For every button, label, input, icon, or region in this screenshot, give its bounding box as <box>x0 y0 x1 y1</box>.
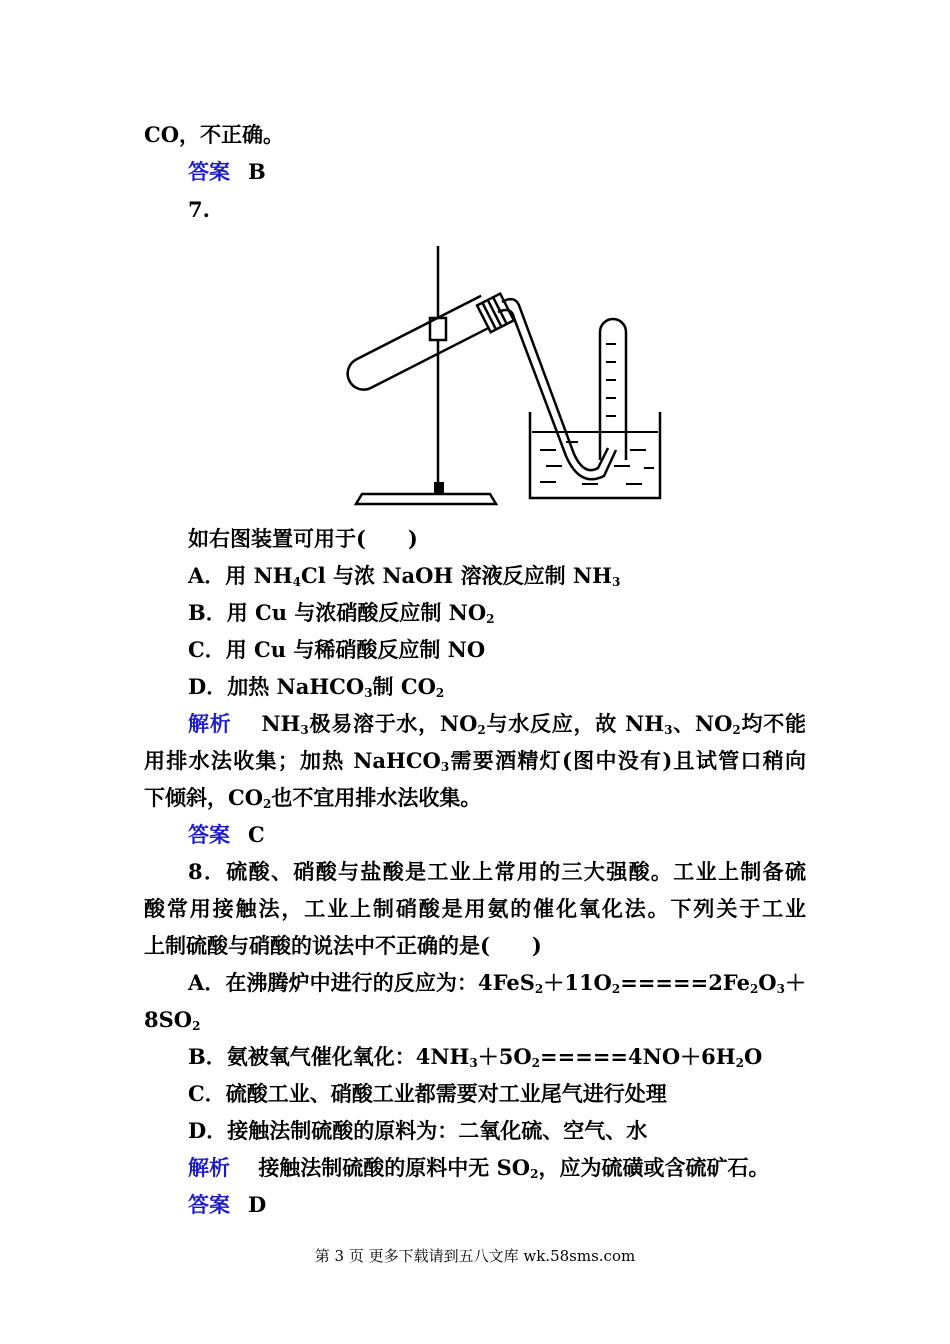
collection-tube-marks <box>606 344 616 416</box>
q7-analysis-line-3: 下倾斜，$CO_2$也不宜用排水法收集。 <box>144 785 482 811</box>
q8-option-b: B．氨被氧气催化氧化：$4NH_3+5O_2=====4NO+6H_2O$ <box>188 1044 763 1070</box>
q7-option-c: C．用 Cu 与稀硝酸反应制 NO <box>188 637 486 662</box>
q8-option-a: A．在沸腾炉中进行的反应为：$4FeS_2+11O_2=====2Fe_2O_3+$ <box>188 970 807 996</box>
answer-value: D <box>248 1192 267 1217</box>
q7-analysis-line-1: 解析 $NH_3$极易溶于水，$NO_2$与水反应，故 $NH_3$、$NO_2$均不能 <box>188 711 807 737</box>
question-8-line-2: 酸常用接触法，工业上制硝酸是用氨的催化氧化法。下列关于工业 <box>144 896 806 921</box>
answer-value: C <box>248 822 265 847</box>
question-8-line-1: 8．硫酸、硝酸与盐酸是工业上常用的三大强酸。工业上制备硫 <box>188 859 806 884</box>
answer-label: 答案 <box>188 822 230 847</box>
q8-option-d: D．接触法制硫酸的原料为：二氧化硫、空气、水 <box>188 1118 648 1143</box>
test-tube <box>342 296 496 395</box>
q7-option-b: B．用 Cu 与浓硝酸反应制 $NO_2$ <box>188 600 495 626</box>
delivery-tube <box>502 299 608 470</box>
q8-analysis: 解析 接触法制硫酸的原料中无 $SO_2$，应为硫磺或含硫矿石。 <box>188 1155 770 1181</box>
question-7-stem: 如右图装置可用于( ) <box>188 526 418 551</box>
water-trough <box>530 412 660 498</box>
analysis-label: 解析 <box>188 711 232 736</box>
q7-option-a: A．用 $NH_4Cl$ 与浓 NaOH 溶液反应制 $NH_3$ <box>188 563 621 589</box>
answer-7 <box>188 821 265 849</box>
answer-label: 答案 <box>188 159 230 184</box>
question-7-number: 7. <box>188 197 210 222</box>
q8-option-a-cont: $8SO_2$ <box>144 1007 201 1033</box>
stand-base <box>356 494 496 504</box>
answer-8 <box>188 1191 266 1219</box>
analysis-label: 解析 <box>188 1155 230 1180</box>
q8-option-c: C．硫酸工业、硝酸工业都需要对工业尾气进行处理 <box>188 1081 667 1106</box>
page-footer: 第 3 页 更多下载请到五八文库 wk.58sms.com <box>314 1247 636 1265</box>
collection-tube <box>600 319 626 460</box>
answer-6 <box>188 158 266 186</box>
answer-label: 答案 <box>188 1192 230 1217</box>
question-8-line-3: 上制硫酸与硝酸的说法中不正确的是( ) <box>144 933 542 958</box>
answer-value: B <box>248 159 266 184</box>
apparatus-diagram <box>330 240 670 512</box>
continued-answer-text: CO，不正确。 <box>144 122 285 147</box>
q7-analysis-line-2: 用排水法收集；加热 NaHCO$_3$需要酒精灯(图中没有)且试管口稍向 <box>144 748 806 774</box>
q7-option-d: D．加热 NaHCO$_3$制 $CO_2$ <box>188 674 445 700</box>
